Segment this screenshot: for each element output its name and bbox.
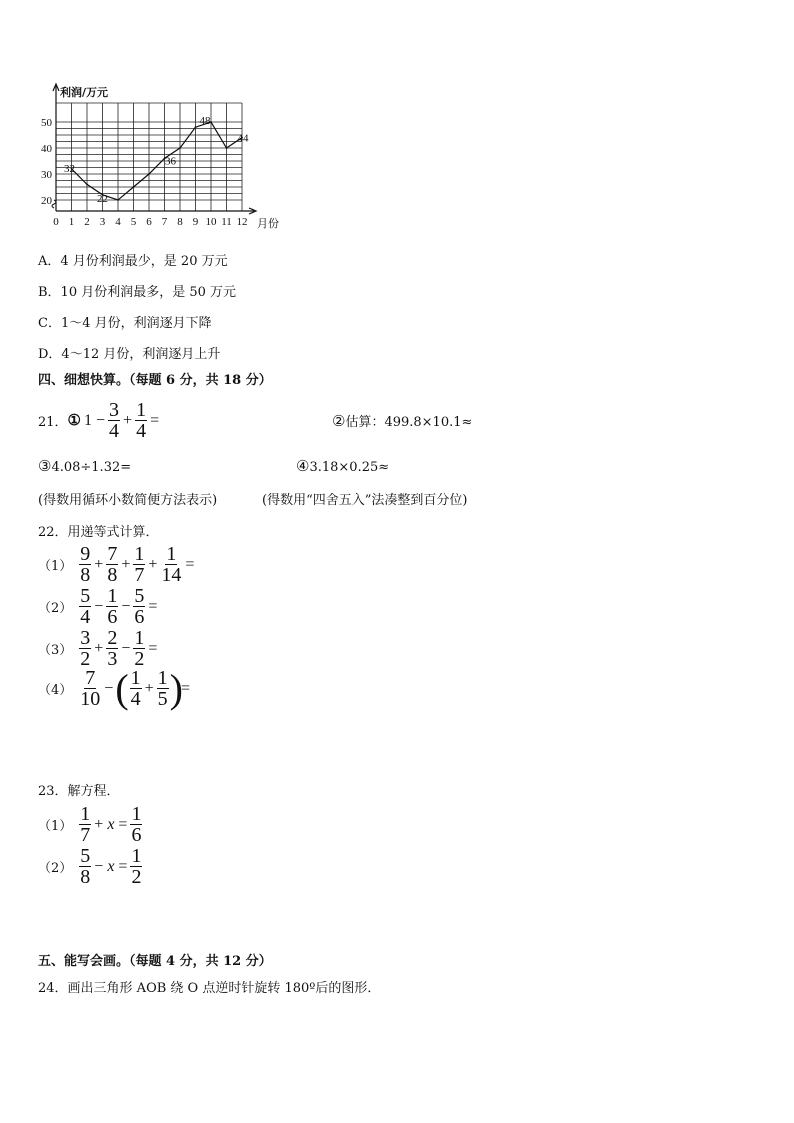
data-point <box>133 186 135 188</box>
data-label: 22 <box>97 192 108 205</box>
data-point <box>179 147 181 149</box>
y-tick-label: 20 <box>41 195 52 207</box>
circled-4: ④ <box>296 457 310 475</box>
x-tick-label: 4 <box>115 216 121 228</box>
section5-title: 五、能写会画。（每题 4 分，共 12 分） <box>38 954 272 969</box>
q23-eq1: （1） $\frac{1}{7}$ + x = $\frac{1}{6}$ <box>38 803 142 846</box>
circled-3: ③ <box>38 457 52 475</box>
q23-eq2: （2） $\frac{5}{8}$ − x = $\frac{1}{2}$ <box>38 845 142 888</box>
circled-2: ② <box>332 412 346 430</box>
q22-expr1: （1） $\frac{9}{8}$ + $\frac{7}{8}$ + $\frac{1}{7}$ + $\frac{1}{14}$ = <box>38 543 195 586</box>
x-tick-label: 1 <box>68 216 75 228</box>
q21-part3: ③4.08÷1.32= <box>38 457 132 475</box>
data-point <box>195 126 197 128</box>
equals-sign: = <box>150 411 160 429</box>
q23-title: 23．解方程． <box>38 784 120 799</box>
data-point <box>148 173 150 175</box>
minus-sign: − <box>96 411 106 429</box>
q21-note2: (得数用“四舍五入”法凑整到百分位) <box>262 493 468 508</box>
q21-note1: (得数用循环小数简便方法表示) <box>38 493 218 508</box>
option-b: B．10 月份利润最多，是 50 万元 <box>38 285 237 300</box>
q21-lead: 1 <box>84 411 92 429</box>
x-tick-label: 7 <box>161 216 168 228</box>
option-c: C．1～4 月份，利润逐月下降 <box>38 316 212 331</box>
q21-part2: ②估算：499.8×10.1≈ <box>332 412 473 430</box>
x-tick-label: 5 <box>130 216 137 228</box>
y-tick-label: 50 <box>41 117 52 129</box>
x-tick-label: 8 <box>177 216 183 228</box>
y-tick-label: 40 <box>41 143 52 155</box>
q22-title: 22．用递等式计算． <box>38 525 159 540</box>
x-tick-label: 3 <box>99 216 106 228</box>
q22-expr2: （2） $\frac{5}{4}$ − $\frac{1}{6}$ − $\frac{5}{6}$ = <box>38 585 158 628</box>
x-tick-label: 2 <box>84 216 90 228</box>
x-tick-label: 10 <box>205 216 217 228</box>
x-tick-label: 11 <box>221 216 232 228</box>
q22-expr4: （4） $\frac{7}{10}$ − ( $\frac{1}{4}$ + $\frac{1}{5}$ ) = <box>38 665 191 711</box>
x-tick-label: 12 <box>236 216 248 228</box>
x-tick-label: 9 <box>192 216 199 228</box>
option-d: D．4～12 月份，利润逐月上升 <box>38 347 221 362</box>
data-point <box>86 184 88 186</box>
section4-title: 四、细想快算。（每题 6 分，共 18 分） <box>38 373 272 388</box>
circled-1: ① <box>67 411 81 429</box>
x-tick-label: 6 <box>146 216 152 228</box>
q24-text: 24．画出三角形 AOB 绕 O 点逆时针旋转 180º后的图形． <box>38 981 381 996</box>
q21-number: 21． <box>38 415 68 430</box>
q22-expr3: （3） $\frac{3}{2}$ + $\frac{2}{3}$ − $\frac{1}{2}$ = <box>38 627 158 670</box>
data-label: 44 <box>237 132 249 145</box>
data-label: 48 <box>199 115 211 127</box>
data-point <box>117 199 119 201</box>
x-axis-title: 月份 <box>257 217 279 230</box>
option-a: A．4 月份利润最少，是 20 万元 <box>38 254 228 269</box>
data-label: 36 <box>165 155 176 168</box>
data-label: 32 <box>64 162 75 175</box>
y-axis-title: 利润/万元 <box>60 86 109 99</box>
data-point <box>226 147 228 149</box>
q21-part4: ④3.18×0.25≈ <box>296 457 390 475</box>
y-tick-label: 30 <box>41 169 52 181</box>
fraction: $\frac{3}{4}$ <box>109 399 120 442</box>
q21-part1 <box>38 400 161 441</box>
fraction: $\frac{1}{4}$ <box>136 399 147 442</box>
profit-line-chart <box>30 78 300 238</box>
x-tick-label: 0 <box>53 216 59 228</box>
plus-sign: + <box>123 411 133 429</box>
